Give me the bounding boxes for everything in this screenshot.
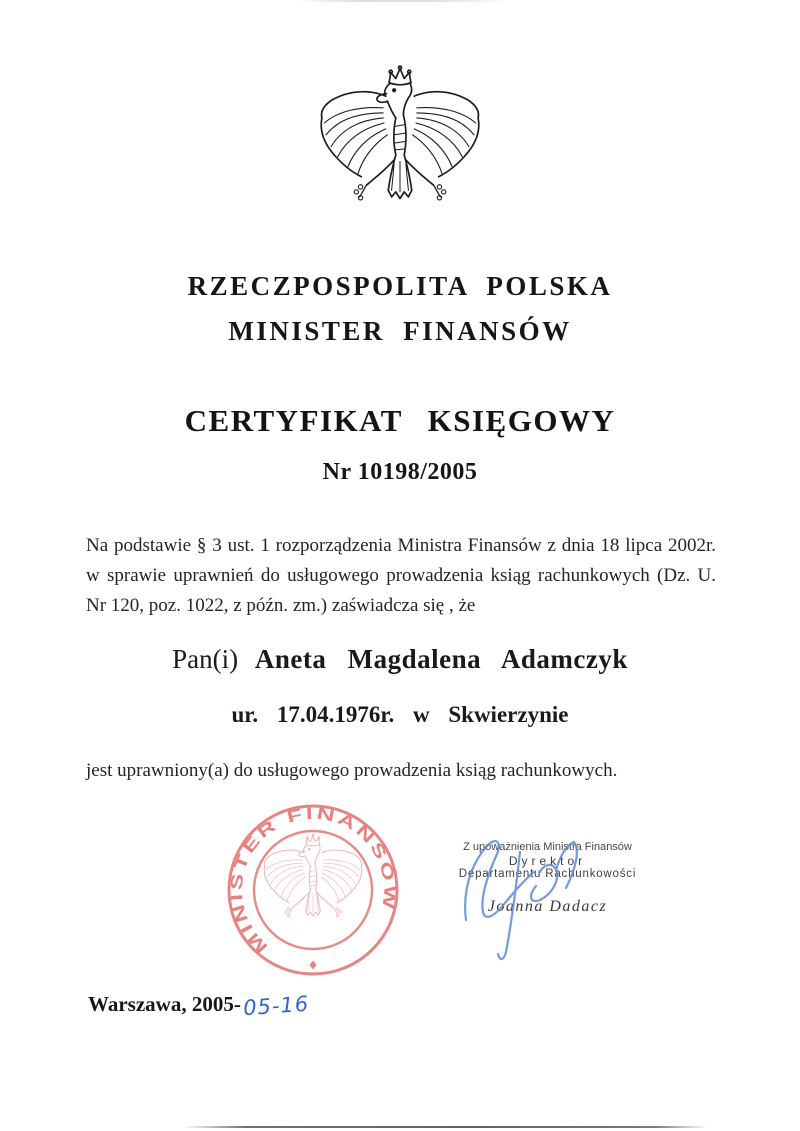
certificate-number: Nr 10198/2005 [322, 459, 478, 485]
svg-text:MINISTER FINANSÓW [227, 804, 399, 956]
birth-line: ur. 17.04.1976r. w Skwierzynie [231, 702, 569, 727]
country-header: RZECZPOSPOLITA POLSKA [187, 271, 613, 301]
holder-prefix: Pan(i) [172, 644, 239, 674]
authorization-department: Departamentu Rachunkowości [458, 868, 637, 880]
signatory-name: Joanna Dadacz [487, 898, 608, 915]
scan-artifact-bottom [183, 1126, 708, 1128]
polish-eagle-emblem-icon [316, 64, 484, 224]
stamp-eagle-icon [264, 834, 362, 917]
date-handwritten: 05-16 [242, 991, 310, 1021]
legal-basis-paragraph: Na podstawie § 3 ust. 1 rozporządzenia Ministra Finansów z dnia 18 lipca 2002r. w sprawie uprawnień do usługowego prowadzenia ksiąg rachunkowych (Dz. U. Nr 120, poz. 1022, z późn. zm.) zaświadcza się , że [86, 535, 716, 616]
entitlement-statement: jest uprawniony(a) do usługowego prowadzenia ksiąg rachunkowych. [86, 760, 618, 781]
handwritten-signature [438, 828, 623, 973]
date-printed: Warszawa, 2005- [88, 992, 241, 1016]
holder-name: Aneta Magdalena Adamczyk [254, 644, 628, 674]
holder-line [0, 644, 800, 675]
issuer-header: MINISTER FINANSÓW [228, 316, 572, 346]
certificate-title: CERTYFIKAT KSIĘGOWY [184, 403, 616, 438]
authorization-line1: Z upoważnienia Ministra Finansów [463, 841, 632, 853]
issue-date-line [88, 991, 310, 1021]
scan-artifact-top [295, 0, 510, 2]
ministry-round-stamp [223, 798, 403, 982]
stamp-separator-diamond-icon [309, 961, 316, 970]
authorization-title: Dyrektor [508, 854, 587, 868]
stamp-ring-text: MINISTER FINANSÓW [227, 804, 399, 957]
